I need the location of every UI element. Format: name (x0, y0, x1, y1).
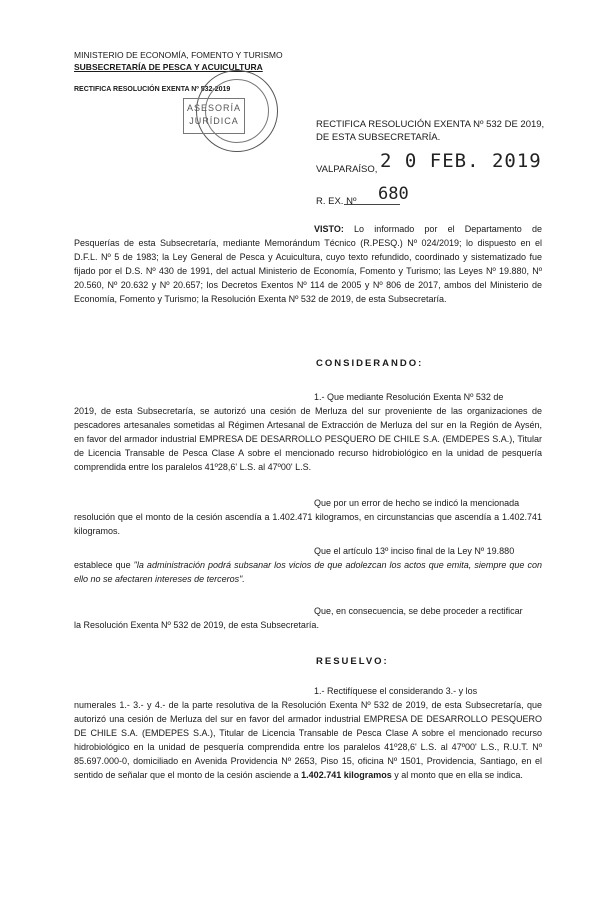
visto-label: VISTO: (314, 224, 344, 234)
resuelvo-1-text: numerales 1.- 3.- y 4.- de la parte resolutiva de la Resolución Exenta Nº 532 de 2019, de esta Subsecretaría, que autorizó una cesión de Merluza del sur en favor del armador industrial EMPRESA DE DESARROLLO PESQUERO DE CHILE S.A. (EMDEPES S.A.), Titular de Licencia Transable de Pesca Clase A sobre el mencionado recurso hidrobiológico en la unidad de pesquería comprendida entre los paralelos 41º28,6' L.S. al 47º00' L.S., R.U.T. Nº 85.697.000-0, domiciliado en Avenida Providencia Nº 2653, Piso 15, oficina Nº 1501, Providencia, Santiago, en el sentido de señalar que el monto de la cesión asciende a (74, 700, 542, 780)
rex-label: R. EX. Nº (316, 196, 357, 207)
visto-text: Lo informado por el Departamento de Pesquerías de esta Subsecretaría, mediante Memorándum Técnico (R.PESQ.) Nº 024/2019; lo dispuesto en el D.F.L. Nº 5 de 1983; la Ley General de Pesca y Acuicultura, cuyo texto refundido, coordinado y sistematizado fue fijado por el D.S. Nº 430 de 1991, del actual Ministerio de Economía, Fomento y Turismo; las Leyes Nº 19.880, Nº 20.560, Nº 20.632 y Nº 20.657; los Decretos Exentos Nº 114 de 2005 y Nº 806 de 2017, ambos del Ministerio de Economía, Fomento y Turismo; la Resolución Exenta Nº 532 de 2019, de esta Subsecretaría. (74, 224, 542, 304)
considerando-1-lead: 1.- Que mediante Resolución Exenta Nº 532 de (314, 392, 504, 402)
visto-paragraph (74, 222, 542, 306)
resuelvo-1-tail: y al monto que en ella se indica. (394, 770, 523, 780)
considerando-2-lead: Que por un error de hecho se indicó la mencionada (314, 498, 520, 508)
document-reference: RECTIFICA RESOLUCIÓN EXENTA Nº 532 DE 2019, DE ESTA SUBSECRETARÍA. (316, 119, 545, 143)
resuelvo-heading: RESUELVO: (316, 656, 389, 667)
place-label: VALPARAÍSO, (316, 164, 378, 175)
considerando-1-text: 2019, de esta Subsecretaría, se autorizó una cesión de Merluza del sur proveniente de las organizaciones de pescadores artesanales sometidas al Régimen Artesanal de Extracción de Merluza del sur en la Región de Aysén, en favor del armador industrial EMPRESA DE DESARROLLO PESQUERO DE CHILE S.A. (EMDEPES S.A.), Titular de Licencia Transable de Pesca Clase A sobre el mencionado recurso hidrobiológico en la unidad de pesquería comprendida entre los paralelos 41º28,6' L.S. al 47º00' L.S. (74, 406, 542, 472)
resuelvo-1 (74, 684, 542, 782)
document-date: 2 0 FEB. 2019 (380, 150, 542, 172)
resuelvo-1-amount: 1.402.741 kilogramos (301, 770, 392, 780)
considerando-4-text: la Resolución Exenta Nº 532 de 2019, de esta Subsecretaría. (74, 620, 319, 630)
considerando-3-prefix: establece que (74, 560, 134, 570)
considerando-3 (74, 544, 542, 586)
resuelvo-1-lead: 1.- Rectifíquese el considerando 3.- y los (314, 686, 478, 696)
considerando-heading: CONSIDERANDO: (316, 358, 424, 369)
ministry-name: MINISTERIO DE ECONOMÍA, FOMENTO Y TURISMO (74, 50, 283, 60)
rectifica-header: RECTIFICA RESOLUCIÓN EXENTA Nº 532-2019 (74, 86, 231, 93)
considerando-4 (74, 604, 542, 632)
juridica-stamp: ASESORÍA JURÍDICA (183, 98, 245, 134)
subsecretaria-name: SUBSECRETARÍA DE PESCA Y ACUICULTURA (74, 62, 263, 72)
considerando-1 (74, 390, 542, 474)
considerando-4-lead: Que, en consecuencia, se debe proceder a rectificar (314, 606, 523, 616)
considerando-2 (74, 496, 542, 538)
rex-number-line (344, 204, 400, 205)
considerando-3-lead: Que el artículo 13º inciso final de la Ley Nº 19.880 (314, 546, 515, 556)
rex-number: 680 (378, 184, 409, 204)
considerando-3-quote: "la administración podrá subsanar los vicios de que adolezcan los actos que emita, siempre que con ello no se afectaren intereses de terceros". (74, 560, 543, 584)
considerando-2-text: resolución que el monto de la cesión ascendía a 1.402.471 kilogramos, en circunstancias que ascendía a 1.402.741 kilogramos. (74, 512, 542, 536)
